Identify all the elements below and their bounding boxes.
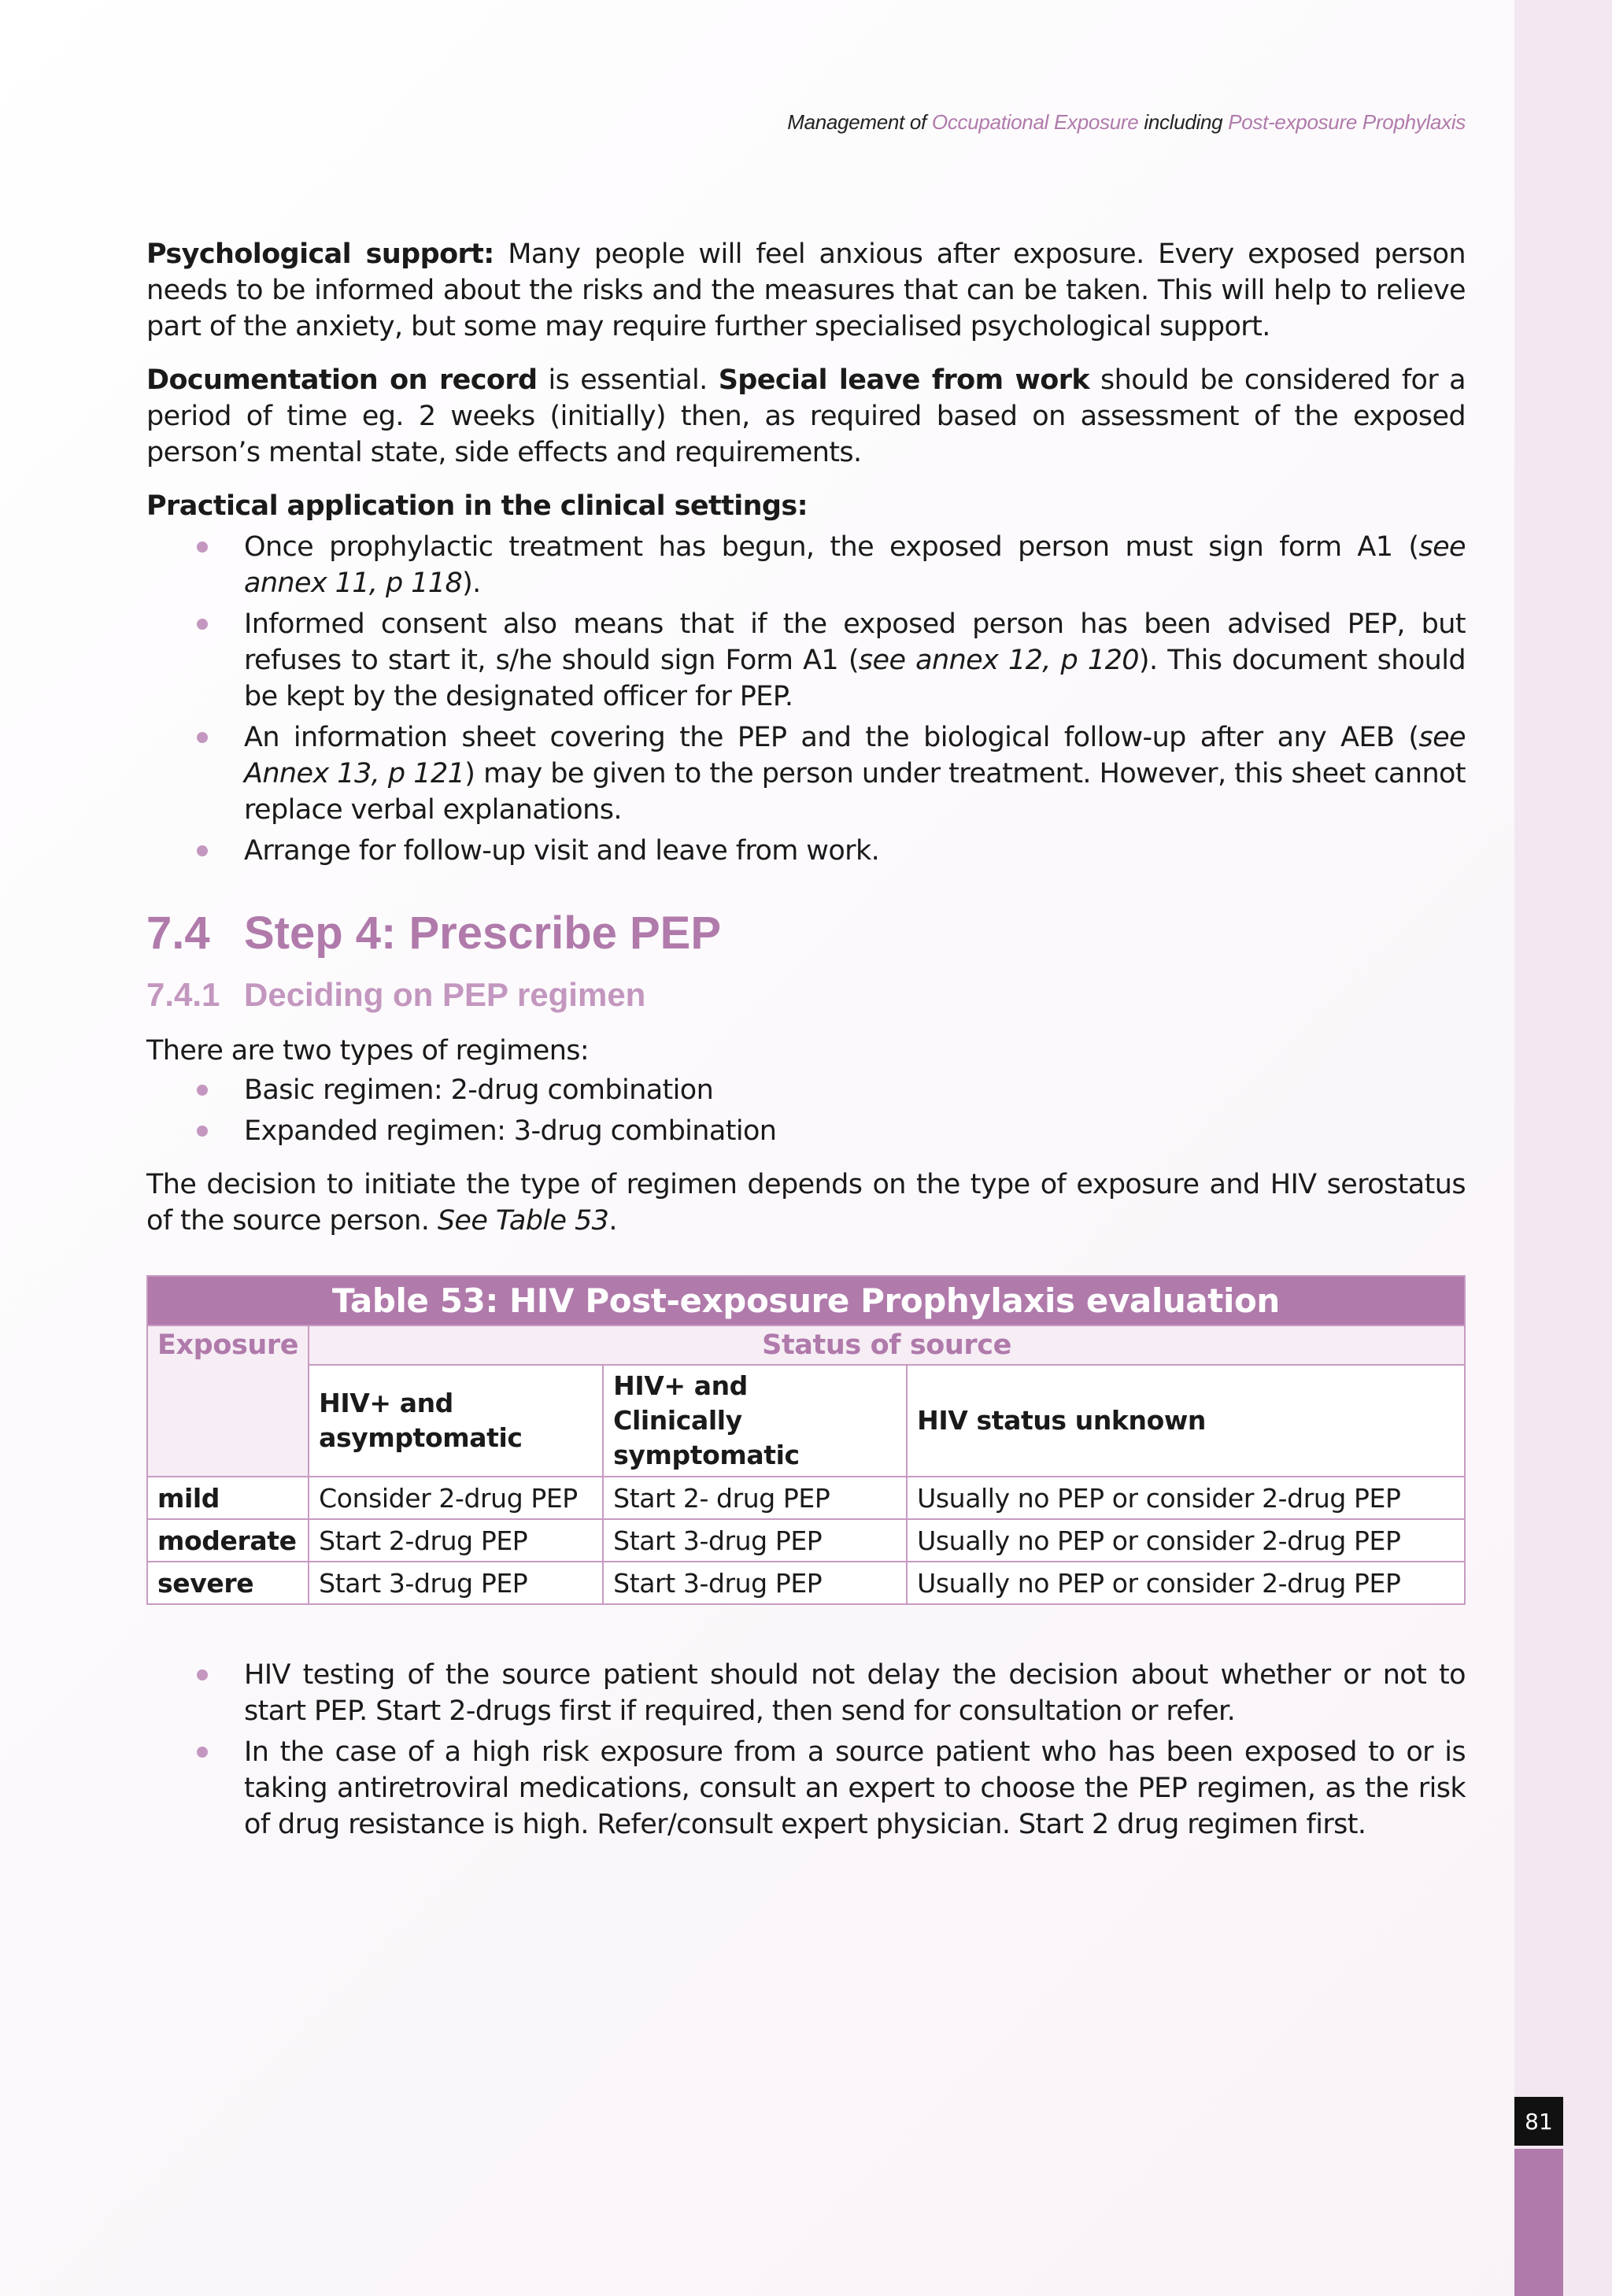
leave-text: should be considered for a period of time eg. 2 weeks (initially) then, as required based on assessment of the exposed person’s mental state, side effects and requirements.: [146, 364, 1466, 468]
practical-heading: Practical application in the clinical settings:: [146, 490, 808, 522]
psych-text: Many people will feel anxious after exposure. Every exposed person needs to be informed about the risks and the measures that can be taken. This will help to relieve part of the anxiety, but some may require further specialised psychological support.: [146, 238, 1466, 342]
decision-paragraph: [146, 1166, 1466, 1239]
list-item: [146, 833, 1466, 869]
text: Once prophylactic treatment has begun, the exposed person must sign form A1 (: [244, 531, 1419, 563]
doc-label: Documentation on record: [146, 364, 538, 396]
notes-list: [146, 1657, 1466, 1843]
table-cell: Usually no PEP or consider 2-drug PEP: [907, 1519, 1465, 1562]
list-item: [146, 1734, 1466, 1843]
header-accent-1: Occupational Exposure: [931, 110, 1139, 134]
decorative-bar: [1514, 2149, 1563, 2296]
bullet-icon: [197, 1669, 208, 1680]
list-item: [146, 1113, 1466, 1149]
regimens-intro: There are two types of regimens:: [146, 1035, 590, 1067]
page-margin-strip: [1514, 0, 1612, 2296]
bullet-icon: [197, 1747, 208, 1758]
running-header: [787, 110, 1466, 135]
section-title: Step 4: Prescribe PEP: [244, 908, 722, 959]
bullet-icon: [197, 1085, 208, 1096]
text: In the case of a high risk exposure from a source patient who has been exposed to or is taking antiretroviral medications, consult an expert to choose the PEP regimen, as the risk of drug resistance is high. Refer/consult expert physician. Start 2 drug regimen first.: [244, 1736, 1466, 1840]
table-cell: Consider 2-drug PEP: [309, 1477, 603, 1519]
list-item: [146, 1657, 1466, 1729]
leave-label: Special leave from work: [718, 364, 1090, 396]
table-title: Table 53: HIV Post-exposure Prophylaxis evaluation: [147, 1276, 1465, 1325]
page-content: [146, 236, 1466, 1860]
exposure-cell: mild: [147, 1477, 309, 1519]
column-header: [603, 1365, 907, 1477]
text: .: [608, 1205, 617, 1237]
table-row: [147, 1519, 1465, 1562]
text: ).: [462, 568, 481, 599]
psych-label: Psychological support:: [146, 238, 494, 270]
regimens-list: [146, 1072, 1466, 1149]
reference-text: see Annex 13, p 121: [244, 722, 1466, 789]
text: Arrange for follow-up visit and leave from work.: [244, 835, 880, 867]
header-accent-2: Post-exposure Prophylaxis: [1228, 110, 1466, 134]
table-cell: Usually no PEP or consider 2-drug PEP: [907, 1562, 1465, 1604]
psychological-support-paragraph: [146, 236, 1466, 345]
exposure-cell: severe: [147, 1562, 309, 1604]
section-heading: [146, 907, 1466, 960]
reference-text: see annex 12, p 120: [858, 645, 1139, 676]
list-item: [146, 719, 1466, 828]
documentation-paragraph: [146, 362, 1466, 471]
table-row: [147, 1477, 1465, 1519]
text: HIV+ and: [613, 1370, 748, 1401]
reference-text: See Table 53: [437, 1205, 609, 1237]
text: asymptomatic: [319, 1422, 523, 1453]
bullet-icon: [197, 542, 208, 553]
text: HIV testing of the source patient should not delay the decision about whether or not to start PEP. Start 2-drugs first if required, then send for consultation or refer.: [244, 1659, 1466, 1727]
subsection-heading: [146, 974, 1466, 1015]
column-header: [309, 1365, 603, 1477]
list-item: [146, 606, 1466, 715]
status-header: Status of source: [309, 1325, 1465, 1365]
header-middle: including: [1138, 110, 1229, 134]
bullet-icon: [197, 619, 208, 630]
exposure-cell: moderate: [147, 1519, 309, 1562]
text: Basic regimen: 2-drug combination: [244, 1074, 714, 1106]
table-cell: Start 2- drug PEP: [603, 1477, 907, 1519]
subsection-title: Deciding on PEP regimen: [244, 976, 646, 1013]
pep-evaluation-table: [146, 1275, 1466, 1605]
doc-mid: is essential.: [537, 364, 719, 396]
bullet-icon: [197, 1126, 208, 1137]
column-header: HIV status unknown: [907, 1365, 1465, 1477]
table-cell: Start 3-drug PEP: [603, 1562, 907, 1604]
table-cell: Usually no PEP or consider 2-drug PEP: [907, 1477, 1465, 1519]
section-number: 7.4: [146, 908, 210, 959]
text: Expanded regimen: 3-drug combination: [244, 1115, 777, 1147]
subsection-number: 7.4.1: [146, 976, 220, 1013]
text: Informed consent also means that if the exposed person has been advised PEP, but refuses to start it, s/he should sign Form A1 (: [244, 608, 1466, 676]
list-item: [146, 529, 1466, 601]
table-cell: Start 3-drug PEP: [603, 1519, 907, 1562]
table-cell: Start 2-drug PEP: [309, 1519, 603, 1562]
table-cell: Start 3-drug PEP: [309, 1562, 603, 1604]
text: An information sheet covering the PEP and the biological follow-up after any AEB (: [244, 722, 1419, 753]
practical-list: [146, 529, 1466, 869]
bullet-icon: [197, 845, 208, 856]
text: The decision to initiate the type of regimen depends on the type of exposure and HIV serostatus of the source person.: [146, 1169, 1466, 1237]
text: Clinically symptomatic: [613, 1405, 800, 1470]
page-number: 81: [1514, 2097, 1563, 2146]
exposure-header: Exposure: [147, 1325, 309, 1477]
list-item: [146, 1072, 1466, 1108]
table-row: [147, 1562, 1465, 1604]
text: ). This document should be kept by the designated officer for PEP.: [244, 645, 1466, 712]
text: HIV+ and: [319, 1388, 453, 1418]
header-prefix: Management of: [787, 110, 932, 134]
bullet-icon: [197, 732, 208, 743]
text: ) may be given to the person under treatment. However, this sheet cannot replace verbal explanations.: [244, 758, 1466, 826]
reference-text: see annex 11, p 118: [244, 531, 1466, 599]
